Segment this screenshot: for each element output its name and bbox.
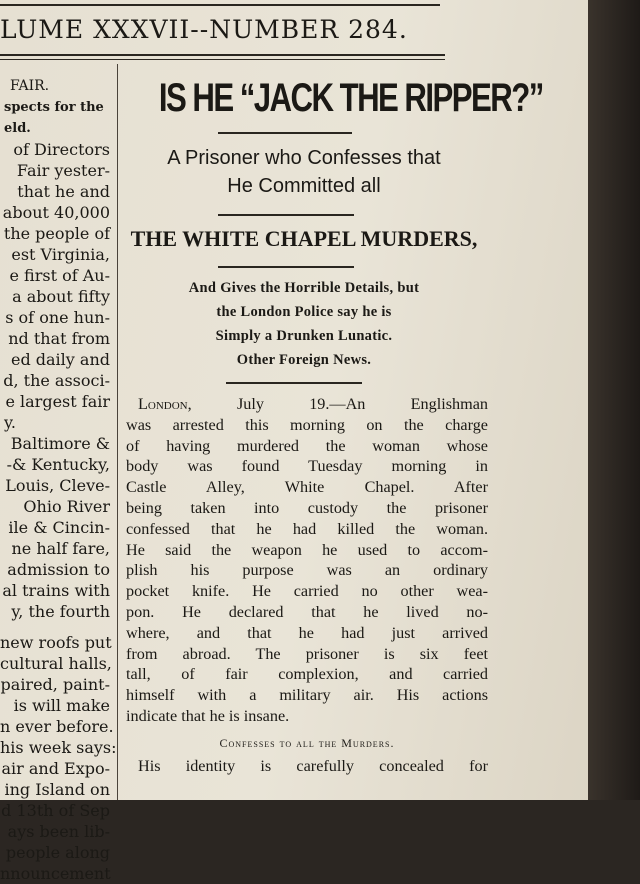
- left-column-line: est Virginia,: [11, 245, 110, 264]
- body-line: himself with a military air. His actions: [126, 686, 488, 705]
- body-line: tall, of fair complexion, and carried: [126, 665, 488, 684]
- article-headline: IS HE “JACK THE RIPPER?”: [158, 76, 543, 120]
- left-column-line: about 40,000: [2, 203, 110, 222]
- body-line: confessed that he had killed the woman.: [126, 519, 488, 538]
- headline-rule: [218, 214, 354, 216]
- left-column-line: s of one hun-: [5, 308, 110, 327]
- left-column-line: ed daily and: [10, 350, 110, 369]
- body-line: being taken into custody the prisoner: [126, 498, 488, 517]
- masthead-rule: [0, 4, 440, 6]
- body-line: plish his purpose was an ordinary: [126, 561, 488, 580]
- article: [118, 64, 543, 800]
- headline-rule: [226, 382, 362, 384]
- left-column-line: al trains with: [2, 581, 110, 600]
- left-column-line: n ever before.: [0, 717, 114, 736]
- deck-line: And Gives the Horrible Details, but: [188, 280, 420, 296]
- left-column-line: ile & Cincin-: [8, 518, 110, 537]
- left-column-line: paired, paint-: [0, 675, 110, 694]
- left-column-line: is will make: [13, 696, 110, 715]
- left-column-line: eld.: [4, 121, 31, 136]
- left-column-line: nnouncement: [0, 864, 111, 883]
- body-line: body was found Tuesday morning in: [126, 457, 488, 476]
- headline-rule: [218, 132, 352, 134]
- left-column-line: d 13th of Sep: [1, 801, 110, 820]
- article-section-subhead: Confesses to all the Murders.: [219, 735, 395, 750]
- left-column-line: his week says:: [0, 738, 117, 757]
- left-column-line: y, the fourth: [11, 602, 110, 621]
- left-column-line: ing Island on: [4, 780, 110, 799]
- left-column-line: ne half fare,: [11, 539, 110, 558]
- left-column-line: new roofs put: [0, 633, 112, 652]
- left-column-line: Baltimore &: [10, 434, 110, 453]
- left-column: [0, 76, 117, 883]
- subheadline-line: He Committed all: [227, 175, 381, 197]
- deck-line: Simply a Drunken Lunatic.: [215, 328, 393, 344]
- left-column-line: Ohio River: [23, 497, 110, 516]
- left-column-line: ays been lib-: [7, 822, 110, 841]
- masthead-rule: [0, 59, 445, 60]
- body-line: pon. He declared that he lived no-: [126, 602, 488, 621]
- left-column-line: that he and: [17, 182, 110, 201]
- left-column-line: air and Expo-: [1, 759, 110, 778]
- body-line: where, and that he had just arrived: [126, 623, 488, 642]
- article-deck-title: THE WHITE CHAPEL MURDERS,: [130, 226, 478, 251]
- body-line: His identity is carefully concealed for: [138, 756, 488, 775]
- article-body: [126, 394, 488, 776]
- masthead-volume-line: LUME XXXVII--NUMBER 284.: [0, 15, 408, 44]
- body-line: pocket knife. He carried no other wea-: [126, 582, 488, 601]
- left-column-line: the people of: [3, 224, 110, 243]
- body-line-text: July 19.—An Englishman: [236, 395, 489, 413]
- left-column-line: admission to: [7, 560, 110, 579]
- article-deck: [118, 276, 490, 372]
- body-line: of having murdered the woman whose: [126, 436, 488, 455]
- left-column-line: FAIR.: [10, 78, 50, 94]
- left-column-line: Fair yester-: [16, 161, 110, 180]
- left-column-line: cultural halls,: [0, 654, 112, 673]
- body-line: indicate that he is insane.: [126, 706, 290, 725]
- left-column-line: -& Kentucky,: [6, 455, 110, 474]
- deck-line: Other Foreign News.: [236, 352, 372, 368]
- left-column-line: y.: [4, 413, 16, 432]
- left-column-gap: [0, 622, 116, 632]
- left-column-line: of Directors: [13, 140, 110, 159]
- left-column-line: e largest fair: [5, 392, 110, 411]
- body-line: from abroad. The prisoner is six feet: [126, 644, 488, 663]
- body-line: He said the weapon he used to accom-: [126, 540, 488, 559]
- body-line: Castle Alley, White Chapel. After: [126, 478, 488, 497]
- left-column-line: d, the associ-: [3, 371, 110, 390]
- body-line: [126, 394, 488, 415]
- article-subheadline: [118, 144, 490, 200]
- masthead-rule: [0, 54, 445, 56]
- left-column-line: e first of Au-: [9, 266, 110, 285]
- headline-rule: [218, 266, 354, 268]
- deck-line: the London Police say he is: [216, 304, 392, 320]
- page-edge-shadow: [588, 0, 640, 800]
- body-line: was arrested this morning on the charge: [126, 415, 488, 434]
- left-column-line: nd that from: [8, 329, 110, 348]
- subheadline-line: A Prisoner who Confesses that: [167, 147, 441, 169]
- left-column-line: spects for the: [4, 100, 104, 115]
- left-column-line: Louis, Cleve-: [5, 476, 110, 495]
- left-column-line: people along: [5, 843, 110, 862]
- left-column-line: a about fifty: [12, 287, 110, 306]
- dateline: London,: [138, 395, 192, 413]
